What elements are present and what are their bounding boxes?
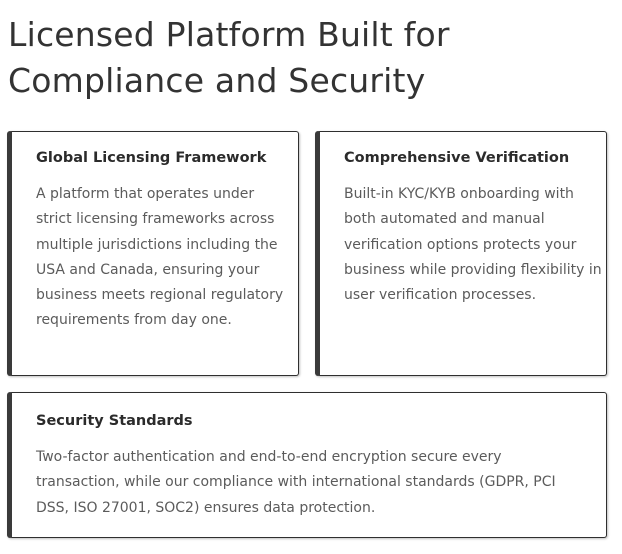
feature-card-global-licensing (7, 131, 299, 376)
section-heading-line-1: Licensed Platform Built for (8, 15, 450, 54)
feature-card-title: Comprehensive Verification (344, 150, 570, 166)
feature-card-title: Security Standards (36, 413, 193, 429)
feature-card-title: Global Licensing Framework (36, 150, 267, 166)
section-heading (8, 12, 608, 104)
feature-card-security-standards (7, 392, 607, 538)
feature-card-description: Built-in KYC/KYB onboarding with both automated and manual verification options protects your business while providing flexibility in user verification processes. (344, 186, 602, 304)
feature-card-description: Two-factor authentication and end-to-end encryption secure every transaction, while our compliance with international standards (GDPR, PCI DSS, ISO 27001, SOC2) ensures data protection. (36, 449, 556, 516)
feature-card-description: A platform that operates under strict licensing frameworks across multiple jurisdictions including the USA and Canada, ensuring your business meets regional regulatory requirements from day one. (36, 186, 284, 329)
section-heading-line-2: Compliance and Security (8, 61, 426, 100)
feature-card-verification (315, 131, 607, 376)
